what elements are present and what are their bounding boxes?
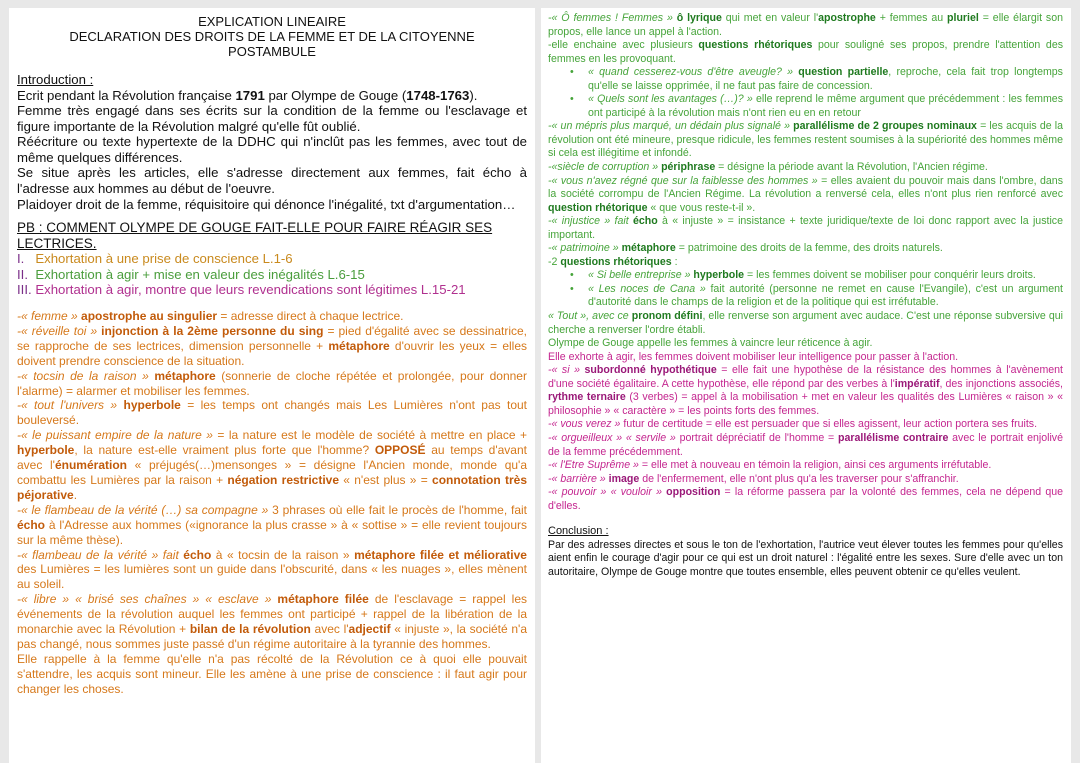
analysis-note: -« le puissant empire de la nature » = la nature est le modèle de société à mettre en place + hyperbole, la nature est-elle vraiment plus forte que l'homme? OPPOSÉ au temps d'avant avec l'énumération « préjugés(…)mensonges » = désigne l'Ancien monde, monde qu'a combattu les Lumières par la raison + négation restrictive « n'est plus » = connotation très péjorative. <box>17 428 528 502</box>
bullet-note: • « quand cesserez-vous d'être aveugle? » question partielle, reproche, cela fait trop longtemps qu'elle se laisse opprimée, il ne faut pas faire de concession. <box>570 66 1063 92</box>
bullet-note: • « Si belle entreprise » hyperbole = les femmes doivent se mobiliser pour conquérir leurs droits. <box>570 269 1036 282</box>
plan-item: I. Exhortation à une prise de conscience L.1-6 <box>17 251 293 267</box>
introduction-heading: Introduction : <box>17 72 94 87</box>
analysis-note: -« femme » apostrophe au singulier = adresse direct à chaque lectrice. <box>17 309 404 324</box>
part-two-analysis <box>548 12 1063 351</box>
conclusion-heading: Conclusion : <box>548 525 609 538</box>
analysis-note: « Tout », avec ce pronom défini, elle renverse son argument avec audace. C'est une réponse subversive qui cherche a renverser l'ordre établi. <box>548 310 1063 336</box>
analysis-note: -elle enchaine avec plusieurs questions rhétoriques pour souligné ses propos, prendre l'attention des femmes en les provoquant. <box>548 39 1064 65</box>
part-three-analysis <box>548 351 1063 514</box>
analysis-note: -« un mépris plus marqué, un dédain plus signalé » parallélisme de 2 groupes nominaux = les acquis de la révolution ont été mineure, presque ridicule, les femmes restent soumises à la supériorité des hommes même si cela est illégitime et infondé. <box>548 120 1063 160</box>
analysis-note: -« tocsin de la raison » métaphore (sonnerie de cloche répétée et prolongée, pour donner l'alarme) = alarmer et mobiliser les femmes. <box>17 368 527 398</box>
title-line-3: POSTAMBULE <box>228 44 316 59</box>
intro-paragraph: Femme très engagé dans ses écrits sur la condition de la femme ou l'esclavage et figure importante de la Révolution malgré qu'elle fût oublié. <box>17 103 527 134</box>
plan-item: III. Exhortation à agir, montre que leurs revendications sont légitimes L.15-21 <box>17 282 466 298</box>
problematique-heading: PB : COMMENT OLYMPE DE GOUGE FAIT-ELLE POUR FAIRE RÉAGIR SES LECTRICES. <box>17 220 493 251</box>
analysis-note: -«siècle de corruption » périphrase = désigne la période avant la Révolution, l'Ancien régime. <box>548 161 988 174</box>
analysis-note: -« patrimoine » métaphore = patrimoine des droits de la femme, des droits naturels. <box>548 242 943 255</box>
bullet-note: • « Quels sont les avantages (…)? » elle reprend le même argument que précédemment : les femmes ont participé à la révolution mais n'ont rien eu en en retour <box>570 93 1063 119</box>
bullet-icon: • <box>570 66 574 79</box>
right-page <box>541 8 1071 763</box>
bullet-note: • « Les noces de Cana » fait autorité (personne ne remet en cause l'Evangile), c'est un argument d'autorité dans le champs de la religion et de la politique qui est irréfutable. <box>570 282 1063 309</box>
analysis-note: -« vous verez » futur de certitude = elle est persuader que si elles agissent, leur action portera ses fruits. <box>548 418 1038 431</box>
analysis-summary: Elle exhorte à agir, les femmes doivent mobiliser leur intelligence pour passer à l'action. <box>548 350 959 363</box>
analysis-note: -« réveille toi » injonction à la 2ème personne du sing = pied d'égalité avec se dessinatrice, se rapproche de ses lectrices, dimension personnelle + métaphore d'ouvrir les yeux = elles doivent prendre conscience de la situation. <box>17 323 528 368</box>
analysis-note: -« barrière » image de l'enfermement, elle n'ont plus qu'a les traverser pour s'affranchir. <box>548 472 959 485</box>
conclusion-text: Par des adresses directes et sous le ton de l'exhortation, l'autrice veut élever toutes les femmes pour qu'elles aient enfin le courage d'agir pour ce qui est un droit naturel : l'égalité entre les sexes. Sure d'elle avec un ton autoritaire, Olympe de Gouge montre que toutes ensemble, elles peuvent obtenir ce qu'elles veulent. <box>548 538 1063 578</box>
analysis-note: -« l'Etre Suprême » = elle met à nouveau en témoin la religion, ainsi ces arguments irréfutable. <box>548 459 992 472</box>
title-line-2: DECLARATION DES DROITS DE LA FEMME ET DE LA CITOYENNE <box>69 29 475 44</box>
plan-list <box>17 251 527 298</box>
intro-paragraph: Réécriture ou texte hypertexte de la DDHC qui n'inclût pas les femmes, avec tout de même quelques différences. <box>17 134 527 165</box>
analysis-note: -« vous n'avez régné que sur la faiblesse des hommes » = elles avaient du pouvoir mais dans l'ombre, dans la société corrompu de l'Ancien Régime. La révolution a renversé cela, elles n'ont plus rien renforcé avec question rhétorique « que vous reste-t-il ». <box>548 174 1063 214</box>
title-line-1: EXPLICATION LINEAIRE <box>198 14 346 29</box>
analysis-note: -« flambeau de la vérité » fait écho à « tocsin de la raison » métaphore filée et méliorative des Lumières = les lumières sont un guide dans l'obscurité, dans « les nuages », elles mènent au soleil. <box>17 547 527 592</box>
analysis-note: -« orgueilleux » « servile » portrait dépréciatif de l'homme = parallélisme contraire avec le portrait enjolivé de la femme précédemment. <box>548 431 1063 458</box>
analysis-note: -« le flambeau de la vérité (…) sa compagne » 3 phrases où elle fait le procès de l'homme, fait écho à l'Adresse aux hommes («ignorance la plus crasse » à « sottise » = elle revient toujours sur la même thèse). <box>17 502 527 547</box>
bullet-icon: • <box>570 269 574 282</box>
document-title <box>17 14 527 59</box>
introduction-text <box>17 88 527 213</box>
analysis-summary: Elle rappelle à la femme qu'elle n'a pas récolté de la Révolution ce à quoi elle pouvait s'attendre, les acquis sont mineur. Elle les amène à une prise de conscience : il faut agir pour changer les choses. <box>17 651 527 696</box>
analysis-note: -2 questions rhétoriques : <box>548 255 678 268</box>
plan-item: II. Exhortation à agir + mise en valeur des inégalités L.6-15 <box>17 266 365 282</box>
bullet-icon: • <box>570 93 574 106</box>
analysis-note: -« tout l'univers » hyperbole = les temps ont changés mais Les Lumières n'ont pas tout bouleversé. <box>17 398 528 428</box>
analysis-note: -« Ô femmes ! Femmes » ô lyrique qui met en valeur l'apostrophe + femmes au pluriel = elle élargit son propos, elle lance un appel à l'action. <box>548 12 1064 38</box>
left-page <box>9 8 535 763</box>
intro-paragraph: Ecrit pendant la Révolution française 1791 par Olympe de Gouge (1748-1763). <box>17 87 478 103</box>
intro-paragraph: Se situe après les articles, elle s'adresse directement aux femmes, fait écho à l'adresse aux hommes au début de l'oeuvre. <box>17 165 527 197</box>
part-one-analysis <box>17 309 527 697</box>
analysis-note: -« pouvoir » « vouloir » opposition = la réforme passera par la volonté des femmes, cela ne dépend que d'elles. <box>548 486 1063 512</box>
intro-paragraph: Plaidoyer droit de la femme, réquisitoire qui dénonce l'inégalité, txt d'argumentation… <box>17 196 516 212</box>
analysis-note: -« libre » « brisé ses chaînes » « esclave » métaphore filée de l'esclavage = rappel les événements de la révolution auquel les femmes ont participé + rappel de la libération de la monarchie avec la Révolution + bilan de la révolution avec l'adjectif « injuste », la société n'a pas changé, nous sommes juste passé d'un régime autoritaire à la tyrannie des hommes. <box>17 592 527 651</box>
bullet-icon: • <box>570 282 574 295</box>
analysis-summary: Olympe de Gouge appelle les femmes à vaincre leur réticence à agir. <box>548 337 873 350</box>
analysis-note: -« si » subordonné hypothétique = elle fait une hypothèse de la résistance des hommes à l'avènement d'une société égalitaire. A cette hypothèse, elle répond par des verbes à l'impératif, des injonctions associés, rythme ternaire (3 verbes) = appel à la mobilisation + met en valeur les qualités des Lumières « raison » « philosophie » « caractère » = les points forts des femmes. <box>548 364 1064 417</box>
analysis-note: -« injustice » fait écho à « injuste » = insistance + texte juridique/texte de loi donc rapport avec la justice important. <box>548 215 1063 241</box>
